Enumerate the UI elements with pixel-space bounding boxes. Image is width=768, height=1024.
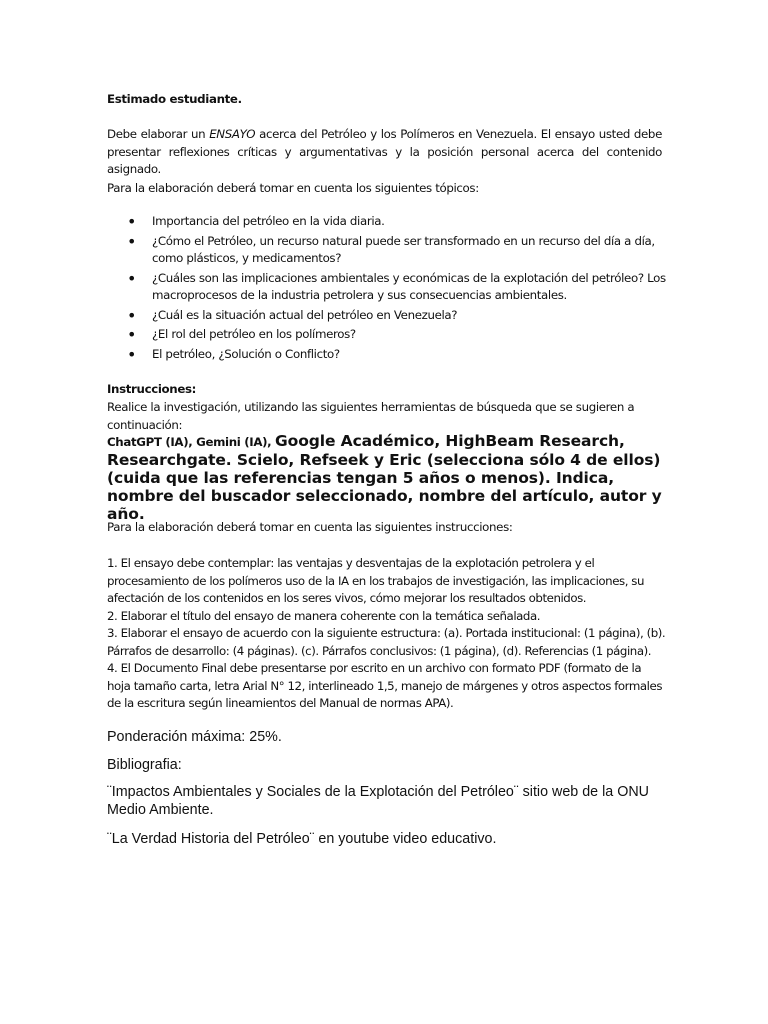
bibliography-item: ¨Impactos Ambientales y Sociales de la Explotación del Petróleo¨ sitio web de la ONU Medio Ambiente.	[107, 784, 649, 818]
search-tools-list: Google Académico, HighBeam Research, Researchgate. Scielo, Refseek y Eric (selecciona sólo 4 de ellos) (cuida que las referencias tengan 5 años o menos). Indica, nombre del buscador seleccionado, nombre del artículo, autor y año.	[107, 432, 662, 523]
intro-text-start: Debe elaborar un	[107, 127, 210, 141]
intro-paragraph	[107, 126, 662, 179]
topic-item: • Importancia del petróleo en la vida diaria.	[107, 213, 667, 231]
intro-text-end: acerca del Petróleo y los Polímeros en Venezuela. El ensayo usted debe presentar reflexiones críticas y argumentativas y la posición personal acerca del contenido asignado.	[107, 127, 662, 176]
instruction-item: 3. Elaborar el ensayo de acuerdo con la siguiente estructura: (a). Portada institucional: (1 página), (b). Párrafos de desarrollo: (4 páginas). (c). Párrafos conclusivos: (1 página), (d). Referencias (1 página).	[107, 626, 666, 658]
topic-item: • ¿Cuáles son las implicaciones ambientales y económicas de la explotación del petróleo? Los macroprocesos de la industria petrolera y sus consecuencias ambientales.	[107, 270, 667, 305]
topic-item: • ¿El rol del petróleo en los polímeros?	[107, 326, 667, 344]
topic-item: • ¿Cuál es la situación actual del petróleo en Venezuela?	[107, 307, 667, 325]
search-tools	[107, 433, 672, 524]
instruction-item: 1. El ensayo debe contemplar: las ventajas y desventajas de la explotación petrolera y el procesamiento de los polímeros uso de la IA en los trabajos de investigación, las implicaciones, su afectación de los contenidos en los seres vivos, cómo mejorar los resultados obtenidos.	[107, 556, 645, 605]
intro-emphasis: ENSAYO	[209, 127, 256, 141]
numbered-instructions	[107, 555, 667, 713]
ponderacion: Ponderación máxima: 25%.	[107, 729, 282, 745]
topics-list	[107, 213, 667, 363]
search-tools-ai: ChatGPT (IA), Gemini (IA),	[107, 435, 276, 449]
instruction-item: 4. El Documento Final debe presentarse por escrito en un archivo con formato PDF (formato de la hoja tamaño carta, letra Arial N° 12, interlineado 1,5, manejo de márgenes y otros aspectos formales de la escritura según lineamientos del Manual de normas APA).	[107, 661, 663, 710]
bibliography-heading: Bibliografia:	[107, 757, 182, 773]
bibliography-item: ¨La Verdad Historia del Petróleo¨ en youtube video educativo.	[107, 831, 497, 847]
instructions2-intro: Para la elaboración deberá tomar en cuenta las siguientes instrucciones:	[107, 520, 513, 534]
instructions-heading: Instrucciones:	[107, 382, 197, 396]
instructions-text: Realice la investigación, utilizando las siguientes herramientas de búsqueda que se sugieren a continuación:	[107, 400, 635, 432]
topic-item: • ¿Cómo el Petróleo, un recurso natural puede ser transformado en un recurso del día a día, como plásticos, y medicamentos?	[107, 233, 667, 268]
greeting: Estimado estudiante.	[107, 92, 242, 106]
topic-item: • El petróleo, ¿Solución o Conflicto?	[107, 346, 667, 364]
topics-intro: Para la elaboración deberá tomar en cuenta los siguientes tópicos:	[107, 181, 479, 195]
instruction-item: 2. Elaborar el título del ensayo de manera coherente con la temática señalada.	[107, 608, 541, 623]
